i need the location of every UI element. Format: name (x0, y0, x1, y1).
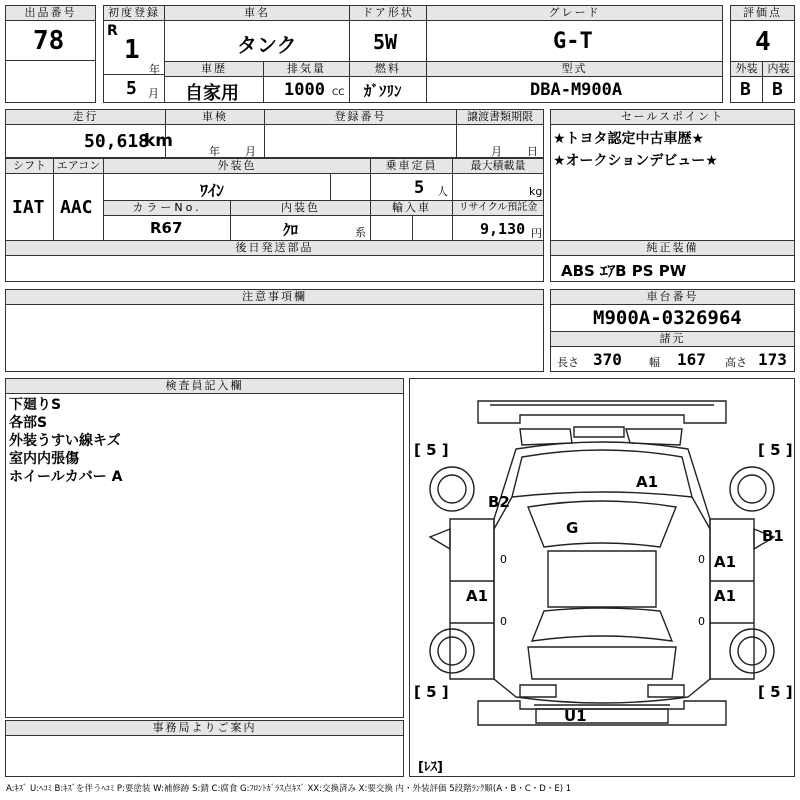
chassis-value: M900A-0326964 (593, 307, 742, 329)
legend-text: A:ｷｽﾞ U:ﾍｺﾐ B:ｷｽﾞを伴うﾍｺﾐ P:要塗装 W:補修跡 S:錆 C:腐食 G:ﾌﾛﾝﾄｶﾞﾗｽ点ｷｽﾞ XX:交換済み X:要交換 内・外装評価 5段階ﾗﾝｸ順(A・B・C・D・E) 1 (6, 784, 572, 794)
sales-point-2: ★オークションデビュー★ (553, 153, 718, 169)
transfer-day: 日 (527, 145, 538, 158)
sales-point-1: ★トヨタ認定中古車歴★ (553, 131, 705, 147)
inspector-note-3: 外装うすい線キズ (9, 433, 121, 449)
sales-point-cell (550, 124, 795, 241)
notes-cell (5, 304, 544, 372)
int-color-unit: 系 (355, 226, 366, 239)
genuine-cell (550, 255, 795, 282)
first-reg-year-unit: 年 (149, 63, 160, 76)
color-no-value: R67 (150, 219, 183, 237)
inspection-cell (165, 124, 265, 158)
genuine-value: ABS ｴｱB PS PW (561, 262, 687, 280)
transfer-month: 月 (491, 145, 502, 158)
mileage-value: 50,618 (84, 131, 150, 152)
interior-grade: B (772, 79, 783, 100)
reg-no-header: 登録番号 (264, 109, 457, 125)
door-header: ドア形状 (349, 5, 427, 21)
mark-a1-hood: A1 (636, 473, 659, 491)
door-cell (349, 20, 427, 62)
model-header: 型式 (426, 61, 723, 77)
color-no-header: カラーNo. (103, 200, 231, 216)
spec-width-label: 幅 (649, 356, 660, 369)
later-parts-cell (5, 255, 544, 282)
fuel-header: 燃料 (349, 61, 427, 77)
spec-height: 173 (758, 350, 787, 369)
tire-rl: [ 5 ] (414, 683, 449, 701)
exterior-grade: B (740, 79, 751, 100)
interior-grade-cell (762, 76, 795, 103)
car-diagram-panel (409, 378, 795, 777)
import-header: 輸入車 (370, 200, 453, 216)
capacity-cell (370, 173, 453, 201)
grade-cell (426, 20, 723, 62)
color-no-cell (103, 215, 231, 241)
reg-no-cell (264, 124, 457, 158)
lot-no-header: 出品番号 (5, 5, 96, 21)
ext-color-cell (103, 173, 331, 201)
chassis-header: 車台番号 (550, 289, 795, 305)
zero-left-front: 0 (500, 553, 507, 566)
office-cell (5, 735, 404, 777)
spec-width: 167 (677, 350, 706, 369)
inspector-header: 検査員記入欄 (5, 378, 404, 394)
shift-header: シフト (5, 158, 54, 174)
lot-no-blank (5, 60, 96, 103)
recycle-header: リサイクル預託金 (452, 200, 544, 216)
specs-header: 諸元 (550, 331, 795, 347)
car-name-header: 車名 (164, 5, 350, 21)
max-load-cell (452, 173, 544, 201)
inspector-notes-cell (5, 393, 404, 718)
int-color-cell (230, 215, 371, 241)
door-value: 5W (373, 30, 398, 54)
capacity-unit: 人 (437, 185, 448, 198)
ext-color-extra (330, 173, 371, 201)
inspector-note-1: 下廻りS (9, 397, 62, 413)
first-reg-year: 1 (124, 35, 140, 65)
spare-tire-label: [ﾚｽ] (418, 760, 443, 775)
int-color-header: 内装色 (230, 200, 371, 216)
mark-a1-rf: A1 (714, 553, 737, 571)
displacement-cell (263, 76, 350, 103)
capacity-header: 乗車定員 (370, 158, 453, 174)
interior-header: 内装 (762, 61, 795, 77)
import-cell-2 (412, 215, 453, 241)
import-cell (370, 215, 413, 241)
score-cell (730, 20, 795, 62)
score-header: 評価点 (730, 5, 795, 21)
inspector-note-5: ホイールカバー A (9, 469, 123, 485)
recycle-value: 9,130 (480, 220, 526, 238)
fuel-value: ｶﾞｿﾘﾝ (364, 82, 402, 100)
era-label: R (107, 23, 118, 39)
car-name-value: タンク (237, 33, 297, 57)
zero-left-rear: 0 (500, 615, 507, 628)
tire-fr: [ 5 ] (758, 441, 793, 459)
fuel-cell (349, 76, 427, 103)
spec-length-label: 長さ (557, 356, 579, 369)
tire-rr: [ 5 ] (758, 683, 793, 701)
displacement-header: 排気量 (263, 61, 350, 77)
mark-a1-lr: A1 (466, 587, 489, 605)
history-cell (164, 76, 264, 103)
lot-no-value: 78 (33, 26, 65, 56)
exterior-header: 外装 (730, 61, 763, 77)
exterior-grade-cell (730, 76, 763, 103)
later-parts-header: 後日発送部品 (5, 240, 544, 256)
model-cell (426, 76, 723, 103)
notes-header: 注意事項欄 (5, 289, 544, 305)
displacement-value: 1000 (284, 80, 325, 100)
inspection-year: 年 (209, 145, 220, 158)
specs-cell (550, 346, 795, 372)
first-reg-month-unit: 月 (148, 87, 159, 100)
displacement-unit: CC (332, 88, 345, 98)
sales-point-header: セールスポイント (550, 109, 795, 125)
history-value: 自家用 (185, 83, 239, 104)
tire-fl: [ 5 ] (414, 441, 449, 459)
transfer-header: 譲渡書類期限 (456, 109, 544, 125)
inspector-note-4: 室内内張傷 (9, 451, 79, 467)
transfer-cell (456, 124, 544, 158)
max-load-header: 最大積載量 (452, 158, 544, 174)
aircon-cell (53, 173, 104, 241)
first-reg-month-cell (103, 74, 165, 103)
zero-right-front: 0 (698, 553, 705, 566)
mark-u1: U1 (564, 707, 587, 725)
mark-b1: B1 (762, 527, 784, 545)
genuine-header: 純正装備 (550, 240, 795, 256)
first-reg-month: 5 (126, 78, 137, 99)
spec-height-label: 高さ (725, 356, 747, 369)
recycle-unit: 円 (531, 227, 542, 240)
zero-right-rear: 0 (698, 615, 705, 628)
office-header: 事務局よりご案内 (5, 720, 404, 736)
history-header: 車歴 (164, 61, 264, 77)
chassis-cell (550, 304, 795, 332)
aircon-value: AAC (60, 197, 93, 218)
model-value: DBA-M900A (530, 80, 623, 100)
mark-a1-rr: A1 (714, 587, 737, 605)
ext-color-header: 外装色 (103, 158, 371, 174)
mark-g: G (566, 519, 579, 537)
spec-length: 370 (593, 350, 622, 369)
score-value: 4 (755, 27, 771, 57)
first-reg-header: 初度登録 (103, 5, 165, 21)
grade-value: G-T (553, 29, 593, 54)
car-name-cell (164, 20, 350, 62)
inspection-month: 月 (245, 145, 256, 158)
first-reg-year-cell (103, 20, 165, 75)
ext-color-value: ﾜｲﾝ (200, 181, 225, 200)
grade-header: グレード (426, 5, 723, 21)
max-load-unit: kg (529, 185, 543, 198)
mileage-cell (5, 124, 174, 158)
aircon-header: エアコン (53, 158, 104, 174)
capacity-value: 5 (414, 178, 425, 198)
shift-value: IAT (12, 197, 45, 218)
inspection-header: 車検 (165, 109, 265, 125)
int-color-value: ｸﾛ (283, 221, 299, 239)
mileage-unit: km (144, 131, 174, 151)
inspector-note-2: 各部S (9, 415, 48, 431)
mark-b2: B2 (488, 493, 510, 511)
lot-no-cell (5, 20, 96, 61)
shift-cell (5, 173, 54, 241)
car-diagram (410, 379, 794, 776)
recycle-cell (452, 215, 544, 241)
mileage-header: 走行 (5, 109, 166, 125)
